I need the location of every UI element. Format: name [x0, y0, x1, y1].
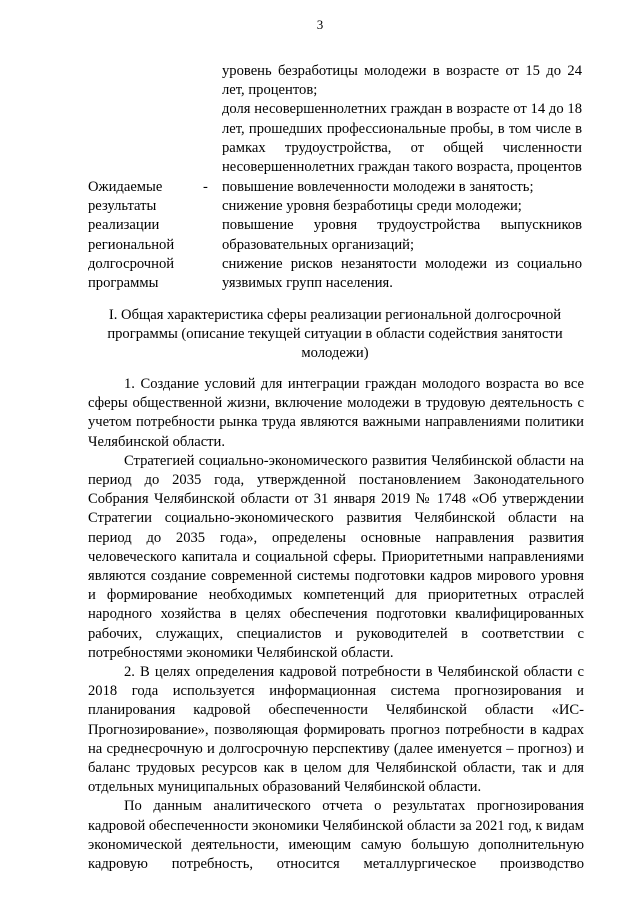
result-item: снижение рисков незанятости молодежи из социально уязвимых групп населения.	[222, 255, 582, 292]
label-line: реализации	[88, 217, 160, 234]
result-item: снижение уровня безработицы среди молодежи;	[222, 198, 522, 215]
result-item: повышение вовлеченности молодежи в занятость;	[222, 179, 534, 195]
expected-results-values	[222, 178, 582, 293]
label-line: результаты	[88, 198, 157, 215]
page-number: 3	[316, 17, 324, 32]
continued-indicators-list	[222, 62, 582, 177]
paragraph: 2. В целях определения кадровой потребности в Челябинской области с 2018 года используется информационная система прогнозирования и планирования кадровой обеспеченности Челябинской области «ИС-Прогнозирование», позволяющая формировать прогноз потребности в кадрах на среднесрочную и долгосрочную перспективу (далее именуется – прогноз) и баланс трудовых ресурсов как в целом для Челябинской области, так и для отдельных муниципальных образований Челябинской области.	[88, 664, 584, 796]
body-text	[88, 375, 584, 874]
label-line: региональной	[88, 236, 175, 253]
label-line: Ожидаемые	[88, 179, 163, 195]
paragraph: Стратегией социально-экономического развития Челябинской области на период до 2035 года, утвержденной постановлением Законодательного Собрания Челябинской области от 31 января 2019 № 1748 «Об утверждении Стратегии социально-экономического развития Челябинской области на период до 2035 года», определены основные направления развития человеческого капитала и социальной сферы. Приоритетными направлениями являются создание современной системы подготовки кадров мирового уровня и формирование необходимых компетенций для приоритетных отраслей народного хозяйства в целях обеспечения подготовки квалифицированных рабочих, служащих, специалистов и руководителей в соответствии с потребностями экономики Челябинской области.	[88, 452, 584, 661]
paragraph: 1. Создание условий для интеграции граждан молодого возраста во все сферы общественной жизни, включение молодежи в трудовую деятельность с учетом потребности рынка труда являются важными направлениями политики Челябинской области.	[88, 376, 584, 450]
separator-dash: -	[203, 179, 208, 195]
label-line: программы	[88, 275, 159, 292]
indicator-item: доля несовершеннолетних граждан в возрасте от 14 до 18 лет, прошедших профессиональные пробы, в том числе в рамках трудоустройства, от общей численности несовершеннолетних граждан такого возраста, процентов	[222, 101, 582, 176]
label-line: долгосрочной	[88, 255, 175, 272]
section-heading: I. Общая характеристика сферы реализации региональной долгосрочной программы (описание текущей ситуации в области содействия занятости молодежи)	[107, 307, 563, 362]
paragraph: По данным аналитического отчета о результатах прогнозирования кадровой обеспеченности экономики Челябинской области за 2021 год, к видам экономической деятельности, имеющим самую большую дополнительную кадровую потребность, относится металлургическое производство	[88, 798, 584, 873]
result-item: повышение уровня трудоустройства выпускников образовательных организаций;	[222, 217, 582, 253]
expected-results-label	[88, 178, 188, 293]
indicator-item: уровень безработицы молодежи в возрасте от 15 до 24 лет, процентов;	[222, 63, 582, 99]
